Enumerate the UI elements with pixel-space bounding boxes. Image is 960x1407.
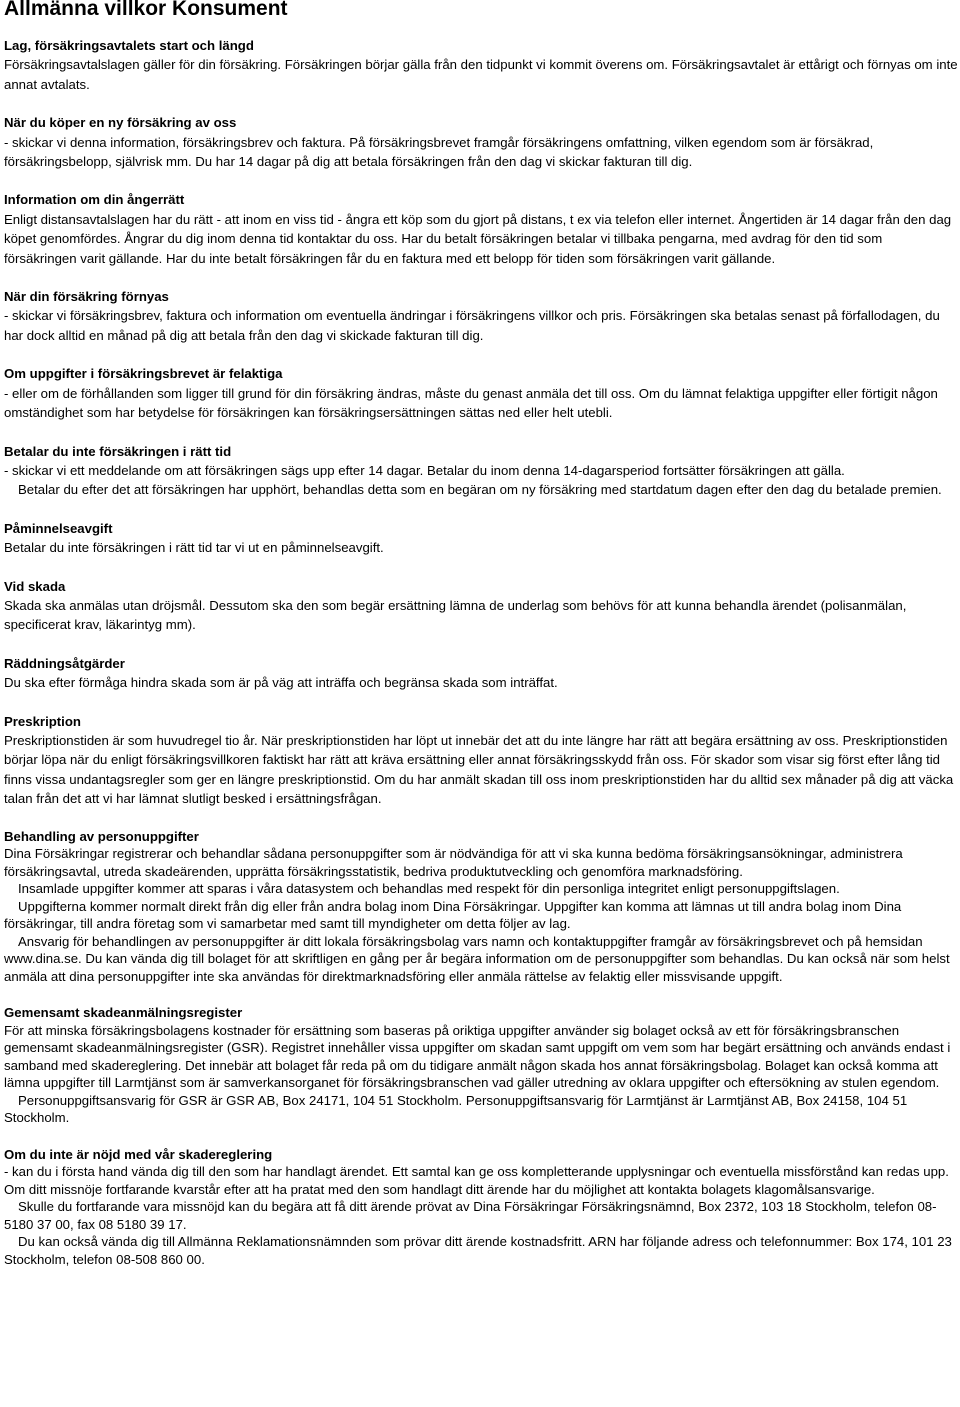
section: [4, 287, 958, 345]
section-paragraph: - kan du i första hand vända dig till den som har handlagt ärendet. Ett samtal kan ge oss kompletterande upplysningar och eventuella missförstånd kan redas upp. Om ditt missnöje fortfarande kvarstår efter att ha pratat med den som handlagt ditt ärende har du möjlighet att kontakta bolagets klagomålsansvarige.: [4, 1164, 949, 1197]
section-heading: När din försäkring förnyas: [4, 289, 169, 305]
section: [4, 519, 958, 558]
section-paragraph: Försäkringsavtalslagen gäller för din försäkring. Försäkringen börjar gälla från den tidpunkt vi kommit överens om. Försäkringsavtalet är ettårigt och förnyas om inte annat avtalats.: [4, 57, 958, 92]
section-paragraph: Personuppgiftsansvarig för GSR är GSR AB, Box 24171, 104 51 Stockholm. Personuppgiftsansvarig för Larmtjänst är Larmtjänst AB, Box 24158, 104 51 Stockholm.: [4, 1092, 908, 1126]
section-paragraph: - skickar vi ett meddelande om att försäkringen sägs upp efter 14 dagar. Betalar du inom denna 14-dagarsperiod fortsätter försäkringen att gälla.: [4, 462, 845, 478]
section-heading: När du köper en ny försäkring av oss: [4, 115, 237, 131]
section-heading: Preskription: [4, 713, 81, 729]
section-heading: Lag, försäkringsavtalets start och längd: [4, 38, 254, 53]
section-paragraph: - skickar vi denna information, försäkringsbrev och faktura. På försäkringsbrevet framgår försäkringens omfattning, vilken egendom som är försäkrad, försäkringsbelopp, självrisk mm. Du har 14 dagar på dig att betala försäkringen från den dag vi skickar fakturan till dig.: [4, 134, 874, 170]
section: [4, 1004, 958, 1127]
document-title: Allmänna villkor Konsument: [4, 0, 288, 20]
section: [4, 190, 958, 268]
section: [4, 442, 958, 500]
section: [4, 828, 958, 986]
section-heading: Behandling av personuppgifter: [4, 828, 199, 844]
section: [4, 36, 958, 94]
section-paragraph: Enligt distansavtalslagen har du rätt - att inom en viss tid - ångra ett köp som du gjort på distans, t ex via telefon eller internet. Ångertiden är 14 dagar från den dag köpet genomfördes. Ångrar du dig inom denna tid kontaktar du oss. Har du betalt försäkringen betalar vi tillbaka pengarna, med avdrag för den tid som försäkringen varit gällande. Har du inte betalt försäkringen får du en faktura med ett belopp för tiden som försäkringen varit gällande.: [4, 211, 952, 266]
section-paragraph: Skulle du fortfarande vara missnöjd kan du begära att få ditt ärende prövat av Dina Försäkringar Försäkringsnämnd, Box 2372, 103 18 Stockholm, telefon 08-5180 37 00, fax 08 5180 39 17.: [4, 1199, 937, 1232]
section-paragraph: Betalar du inte försäkringen i rätt tid tar vi ut en påminnelseavgift.: [4, 540, 384, 556]
section-paragraph: För att minska försäkringsbolagens kostnader för ersättning som baseras på oriktiga uppgifter använder sig bolaget också av ett för försäkringsbranschen gemensamt skadeanmälningsregister (GSR). Registret innehåller vissa uppgifter om skadan samt uppgift om vem som har begärt ersättning och används endast i samband med skadereglering. Det innebär att bolaget får reda på om du tidigare anmält någon skada hos annat försäkringsbolag. Bolaget kan också komma att lämna uppgifter till Larmtjänst som är samverkansorganet för försäkringsbranschen vad gäller utredning av oklara uppgifter och eftersökning av stulen egendom.: [4, 1022, 951, 1091]
section-heading: Vid skada: [4, 578, 66, 594]
section-heading: Information om din ångerrätt: [4, 192, 185, 208]
section-heading: Påminnelseavgift: [4, 520, 113, 536]
section-heading: Om du inte är nöjd med vår skadereglering: [4, 1146, 273, 1162]
section-heading: Räddningsåtgärder: [4, 655, 125, 671]
section: [4, 577, 958, 635]
section-heading: Betalar du inte försäkringen i rätt tid: [4, 443, 232, 459]
section-paragraph: Ansvarig för behandlingen av personuppgifter är ditt lokala försäkringsbolag vars namn och kontaktuppgifter framgår av försäkringsbrevet och på hemsidan www.dina.se. Du kan vända dig till bolaget för att skriftligen en gång per år begära information om de personuppgifter som behandlas. Du kan också när som helst anmäla att dina personuppgifter inte ska användas för direktmarknadsföring eller anmäla rättelse av felaktig eller missvisande uppgift.: [4, 933, 950, 984]
section-heading: Om uppgifter i försäkringsbrevet är felaktiga: [4, 366, 283, 382]
section-paragraph: Dina Försäkringar registrerar och behandlar sådana personuppgifter som är nödvändiga för att vi ska kunna bedöma försäkringsansökningar, administrera försäkringsavtal, utreda skadeärenden, upprätta försäkringsstatistik, bedriva produktutveckling och genomföra marknadsföring.: [4, 846, 903, 879]
section-paragraph: Insamlade uppgifter kommer att sparas i våra datasystem och behandlas med respekt för din personliga integritet enligt personuppgiftslagen.: [18, 881, 840, 897]
section-paragraph: - eller om de förhållanden som ligger till grund för din försäkring ändras, måste du genast anmäla det till oss. Om du lämnat felaktiga uppgifter eller förtigit någon omständighet som har betydelse för försäkringen kan försäkringsersättningen sättas ned eller helt utebli.: [4, 385, 938, 421]
section-paragraph: Du kan också vända dig till Allmänna Reklamationsnämnden som prövar ditt ärende kostnadsfritt. ARN har följande adress och telefonnummer: Box 174, 101 23 Stockholm, telefon 08-508 860 00.: [4, 1234, 952, 1267]
section: [4, 654, 958, 693]
section-paragraph: Betalar du efter det att försäkringen har upphört, behandlas detta som en begäran om ny försäkring med startdatum dagen efter den dag du betalade premien.: [18, 482, 942, 498]
section-paragraph: Du ska efter förmåga hindra skada som är på väg att inträffa och begränsa skada som inträffat.: [4, 675, 558, 691]
document-sections: [4, 36, 958, 1268]
section-paragraph: Uppgifterna kommer normalt direkt från dig eller från andra bolag inom Dina Försäkringar. Uppgifter kan komma att lämnas ut till andra bolag inom Dina försäkringar, till andra företag som vi samarbetar med samt till myndigheter om detta följer av lag.: [4, 898, 902, 932]
section: [4, 113, 958, 171]
section: [4, 364, 958, 422]
section: [4, 712, 958, 809]
section-heading: Gemensamt skadeanmälningsregister: [4, 1005, 243, 1021]
section-paragraph: Skada ska anmälas utan dröjsmål. Dessutom ska den som begär ersättning lämna de underlag som behövs för att kunna behandla ärendet (polisanmälan, specificerat krav, läkarintyg mm).: [4, 597, 907, 633]
section-paragraph: Preskriptionstiden är som huvudregel tio år. När preskriptionstiden har löpt ut innebär det att du inte längre har rätt att begära ersättning av oss. Preskriptionstiden börjar löpa när du enligt försäkringsvillkoren faktiskt har rätt att kräva ersättning eller annat försäkringsskydd från oss. För skador som visar sig först efter lång tid finns vissa undantagsregler som ger en längre preskriptionstid. Om du har anmält skadan till oss inom preskriptionstiden har du alltid sex månader på dig att väcka talan från det att vi har lämnat slutligt besked i ersättningsfrågan.: [4, 732, 954, 807]
section: [4, 1146, 958, 1269]
section-paragraph: - skickar vi försäkringsbrev, faktura och information om eventuella ändringar i försäkringens villkor och pris. Försäkringen ska betalas senast på förfallodagen, du har dock alltid en månad på dig att betala från den dag vi skickade fakturan till dig.: [4, 308, 940, 343]
